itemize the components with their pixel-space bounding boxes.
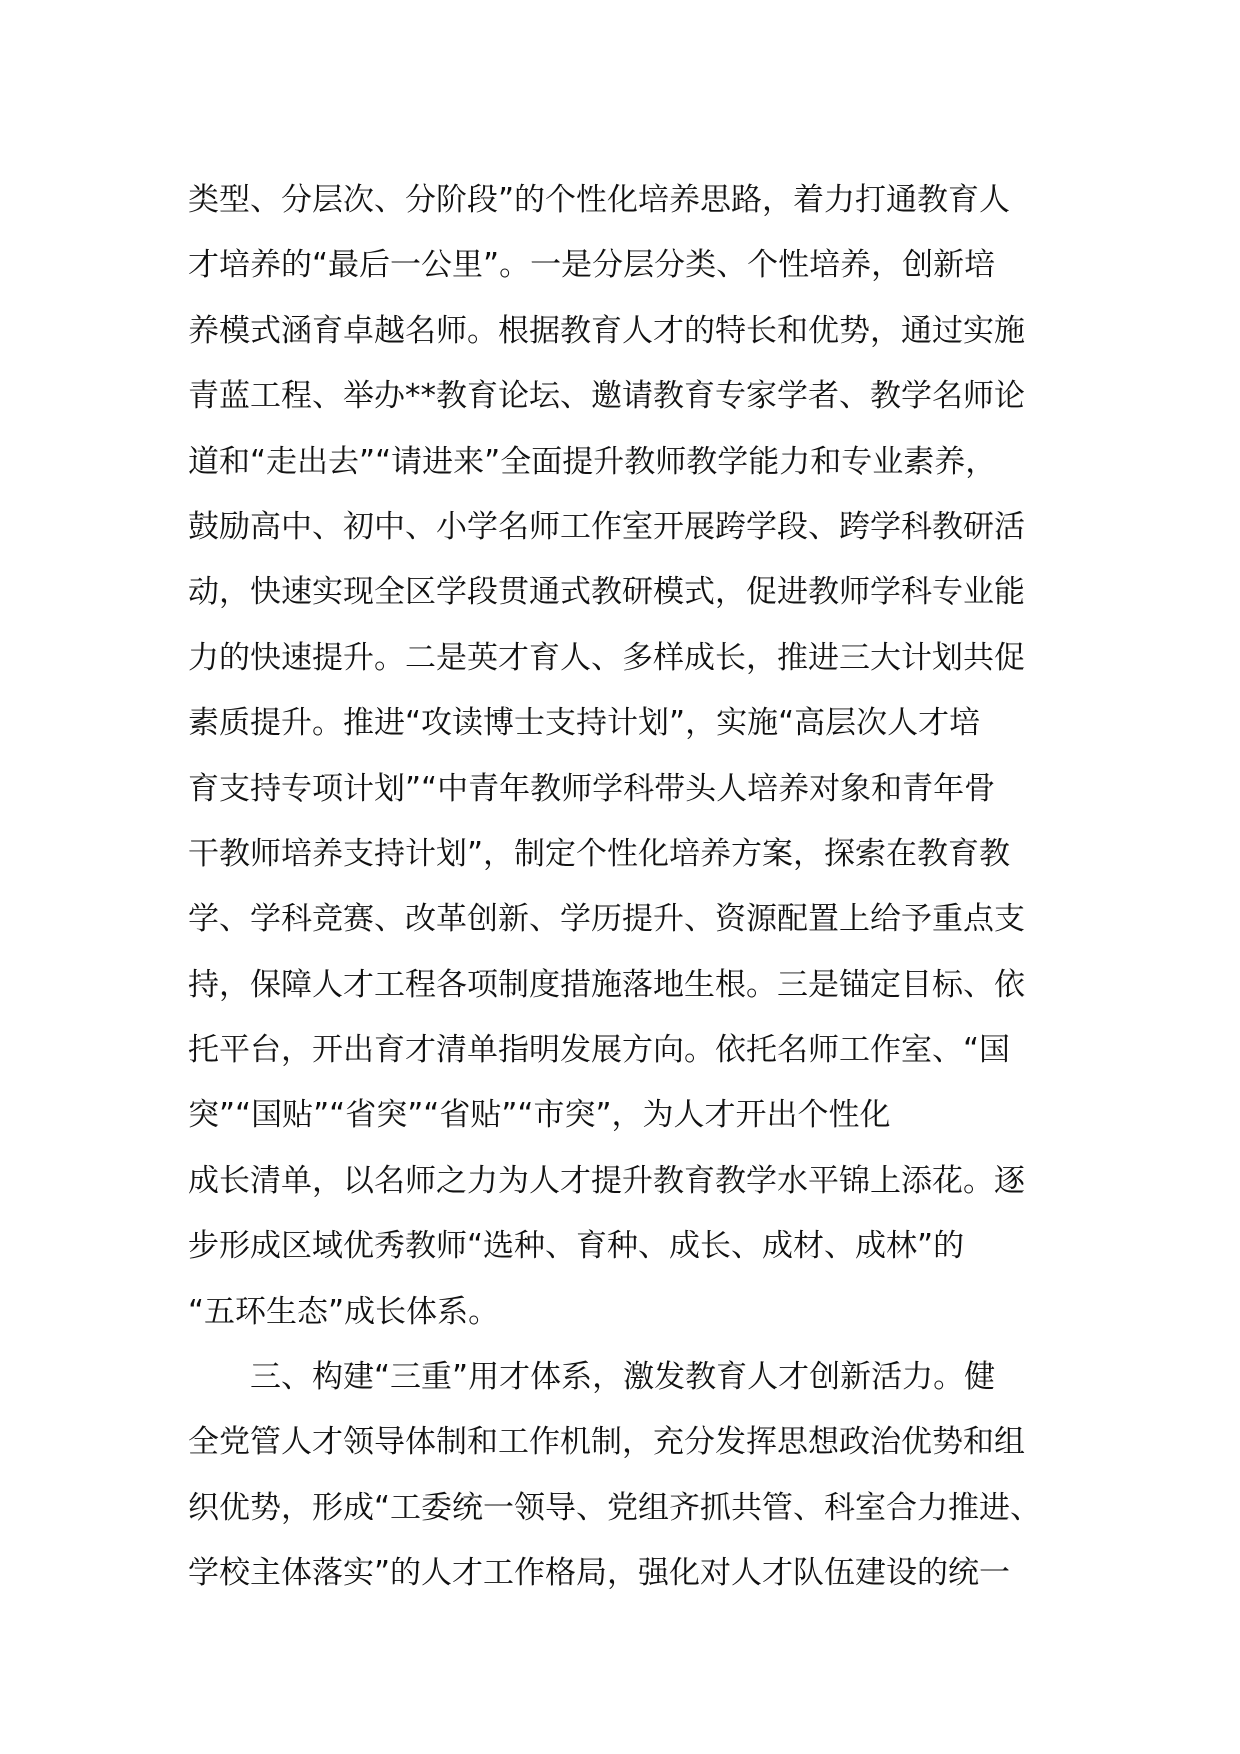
text-line: 托平台，开出育才清单指明发展方向。依托名师工作室、“国 bbox=[188, 1032, 1011, 1069]
text-line: 全党管人才领导体制和工作机制，充分发挥思想政治优势和组 bbox=[188, 1424, 1025, 1461]
text-line: 育支持专项计划”“中青年教师学科带头人培养对象和青年骨 bbox=[188, 770, 996, 807]
text-line: 素质提升。推进“攻读博士支持计划”，实施“高层次人才培 bbox=[188, 705, 981, 742]
text-line: 步形成区域优秀教师“选种、育种、成长、成材、成林”的 bbox=[188, 1228, 965, 1265]
text-line: 动，快速实现全区学段贯通式教研模式，促进教师学科专业能 bbox=[188, 574, 1025, 611]
text-line: “五环生态”成长体系。 bbox=[188, 1293, 500, 1330]
text-line: 道和“走出去”“请进来”全面提升教师教学能力和专业素养， bbox=[188, 443, 997, 480]
text-line: 学校主体落实”的人才工作格局，强化对人才队伍建设的统一 bbox=[188, 1555, 1011, 1592]
text-line: 养模式涵育卓越名师。根据教育人才的特长和优势，通过实施 bbox=[188, 312, 1025, 349]
text-line: 鼓励高中、初中、小学名师工作室开展跨学段、跨学科教研活 bbox=[188, 508, 1025, 545]
text-line: 学、学科竞赛、改革创新、学历提升、资源配置上给予重点支 bbox=[188, 901, 1025, 938]
text-line: 持，保障人才工程各项制度措施落地生根。三是锚定目标、依 bbox=[188, 966, 1025, 1003]
text-line: 才培养的“最后一公里”。一是分层分类、个性培养，创新培 bbox=[188, 247, 996, 284]
text-line: 干教师培养支持计划”，制定个性化培养方案，探索在教育教 bbox=[188, 835, 1011, 872]
text-line: 成长清单，以名师之力为人才提升教育教学水平锦上添花。逐 bbox=[188, 1162, 1025, 1199]
text-line: 突”“国贴”“省突”“省贴”“市突”，为人才开出个性化 bbox=[188, 1097, 891, 1134]
text-line: 青蓝工程、举办**教育论坛、邀请教育专家学者、教学名师论 bbox=[188, 378, 1025, 415]
text-line: 织优势，形成“工委统一领导、党组齐抓共管、科室合力推进、 bbox=[188, 1489, 1042, 1526]
text-line: 力的快速提升。二是英才育人、多样成长，推进三大计划共促 bbox=[188, 639, 1025, 676]
section-heading-line: 三、构建“三重”用才体系，激发教育人才创新活力。健 bbox=[250, 1359, 996, 1396]
text-line: 类型、分层次、分阶段”的个性化培养思路，着力打通教育人 bbox=[188, 182, 1011, 218]
body-text bbox=[188, 168, 1088, 1607]
